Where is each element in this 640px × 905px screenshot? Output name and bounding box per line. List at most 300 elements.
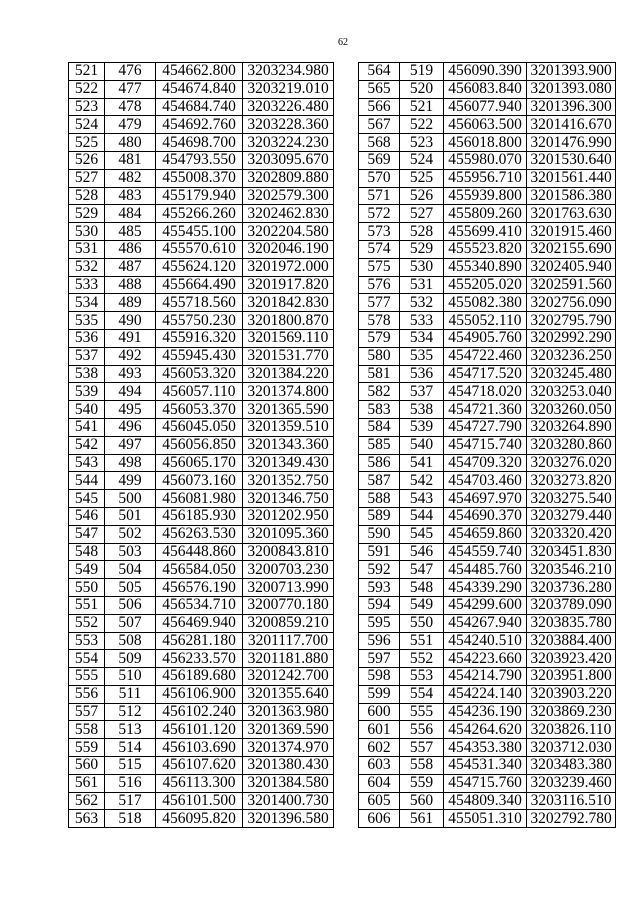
- table-row: [69, 721, 334, 739]
- table-row: [359, 774, 616, 792]
- row-number-cell: 578: [359, 312, 400, 330]
- point-number-cell: 541: [400, 454, 444, 472]
- row-number-cell: 558: [69, 721, 105, 739]
- table-row: [359, 418, 616, 436]
- y-coordinate-cell: 3203903.220: [527, 685, 616, 703]
- row-number-cell: 547: [69, 525, 105, 543]
- point-number-cell: 488: [105, 276, 156, 294]
- x-coordinate-cell: 456584.050: [156, 561, 243, 579]
- x-coordinate-cell: 456053.370: [156, 401, 243, 419]
- y-coordinate-cell: 3203116.510: [527, 792, 616, 810]
- table-row: [69, 507, 334, 525]
- point-number-cell: 549: [400, 596, 444, 614]
- table-row: [359, 721, 616, 739]
- row-number-cell: 579: [359, 329, 400, 347]
- x-coordinate-cell: 454214.790: [444, 668, 527, 686]
- row-number-cell: 549: [69, 561, 105, 579]
- row-number-cell: 590: [359, 525, 400, 543]
- table-row: [359, 472, 616, 490]
- x-coordinate-cell: 455718.560: [156, 294, 243, 312]
- table-row: [359, 187, 616, 205]
- point-number-cell: 534: [400, 329, 444, 347]
- y-coordinate-cell: 3201400.730: [243, 792, 334, 810]
- row-number-cell: 535: [69, 312, 105, 330]
- table-row: [69, 169, 334, 187]
- x-coordinate-cell: 456083.840: [444, 80, 527, 98]
- table-row: [359, 294, 616, 312]
- row-number-cell: 521: [69, 63, 105, 81]
- coordinates-table-right: [358, 62, 616, 828]
- x-coordinate-cell: 454692.760: [156, 116, 243, 134]
- x-coordinate-cell: 455179.940: [156, 187, 243, 205]
- x-coordinate-cell: 455939.800: [444, 187, 527, 205]
- x-coordinate-cell: 456281.180: [156, 632, 243, 650]
- x-coordinate-cell: 454690.370: [444, 507, 527, 525]
- x-coordinate-cell: 456090.390: [444, 63, 527, 81]
- point-number-cell: 529: [400, 240, 444, 258]
- x-coordinate-cell: 456063.500: [444, 116, 527, 134]
- table-row: [69, 365, 334, 383]
- table-row: [69, 703, 334, 721]
- x-coordinate-cell: 454722.460: [444, 347, 527, 365]
- row-number-cell: 573: [359, 223, 400, 241]
- x-coordinate-cell: 454703.460: [444, 472, 527, 490]
- row-number-cell: 569: [359, 151, 400, 169]
- row-number-cell: 587: [359, 472, 400, 490]
- x-coordinate-cell: 456101.500: [156, 792, 243, 810]
- point-number-cell: 514: [105, 739, 156, 757]
- table-row: [69, 650, 334, 668]
- point-number-cell: 487: [105, 258, 156, 276]
- row-number-cell: 543: [69, 454, 105, 472]
- y-coordinate-cell: 3203546.210: [527, 561, 616, 579]
- point-number-cell: 499: [105, 472, 156, 490]
- row-number-cell: 566: [359, 98, 400, 116]
- table-row: [359, 151, 616, 169]
- row-number-cell: 537: [69, 347, 105, 365]
- x-coordinate-cell: 454715.760: [444, 774, 527, 792]
- y-coordinate-cell: 3201586.380: [527, 187, 616, 205]
- y-coordinate-cell: 3203264.890: [527, 418, 616, 436]
- table-row: [359, 685, 616, 703]
- x-coordinate-cell: 455980.070: [444, 151, 527, 169]
- point-number-cell: 536: [400, 365, 444, 383]
- y-coordinate-cell: 3203951.800: [527, 668, 616, 686]
- point-number-cell: 484: [105, 205, 156, 223]
- point-number-cell: 476: [105, 63, 156, 81]
- y-coordinate-cell: 3201365.590: [243, 401, 334, 419]
- y-coordinate-cell: 3201393.080: [527, 80, 616, 98]
- y-coordinate-cell: 3203276.020: [527, 454, 616, 472]
- table-row: [359, 614, 616, 632]
- x-coordinate-cell: 454793.550: [156, 151, 243, 169]
- row-number-cell: 596: [359, 632, 400, 650]
- table-row: [69, 810, 334, 828]
- table-row: [69, 739, 334, 757]
- x-coordinate-cell: 455570.610: [156, 240, 243, 258]
- x-coordinate-cell: 456106.900: [156, 685, 243, 703]
- point-number-cell: 490: [105, 312, 156, 330]
- y-coordinate-cell: 3203320.420: [527, 525, 616, 543]
- table-row: [69, 757, 334, 775]
- x-coordinate-cell: 454267.940: [444, 614, 527, 632]
- y-coordinate-cell: 3201352.750: [243, 472, 334, 490]
- x-coordinate-cell: 455340.890: [444, 258, 527, 276]
- row-number-cell: 598: [359, 668, 400, 686]
- table-row: [359, 757, 616, 775]
- y-coordinate-cell: 3202591.560: [527, 276, 616, 294]
- y-coordinate-cell: 3203095.670: [243, 151, 334, 169]
- point-number-cell: 494: [105, 383, 156, 401]
- point-number-cell: 479: [105, 116, 156, 134]
- point-number-cell: 508: [105, 632, 156, 650]
- point-number-cell: 505: [105, 579, 156, 597]
- table-row: [359, 632, 616, 650]
- point-number-cell: 493: [105, 365, 156, 383]
- point-number-cell: 558: [400, 757, 444, 775]
- table-row: [359, 383, 616, 401]
- point-number-cell: 491: [105, 329, 156, 347]
- row-number-cell: 563: [69, 810, 105, 828]
- x-coordinate-cell: 455664.490: [156, 276, 243, 294]
- row-number-cell: 562: [69, 792, 105, 810]
- point-number-cell: 500: [105, 490, 156, 508]
- y-coordinate-cell: 3202462.830: [243, 205, 334, 223]
- point-number-cell: 503: [105, 543, 156, 561]
- point-number-cell: 538: [400, 401, 444, 419]
- x-coordinate-cell: 455750.230: [156, 312, 243, 330]
- y-coordinate-cell: 3201396.300: [527, 98, 616, 116]
- point-number-cell: 501: [105, 507, 156, 525]
- y-coordinate-cell: 3201396.580: [243, 810, 334, 828]
- x-coordinate-cell: 454697.970: [444, 490, 527, 508]
- row-number-cell: 584: [359, 418, 400, 436]
- y-coordinate-cell: 3202155.690: [527, 240, 616, 258]
- table-row: [359, 596, 616, 614]
- table-row: [69, 525, 334, 543]
- point-number-cell: 531: [400, 276, 444, 294]
- y-coordinate-cell: 3201374.800: [243, 383, 334, 401]
- x-coordinate-cell: 456081.980: [156, 490, 243, 508]
- x-coordinate-cell: 456534.710: [156, 596, 243, 614]
- table-row: [69, 205, 334, 223]
- y-coordinate-cell: 3203923.420: [527, 650, 616, 668]
- point-number-cell: 522: [400, 116, 444, 134]
- row-number-cell: 564: [359, 63, 400, 81]
- y-coordinate-cell: 3201972.000: [243, 258, 334, 276]
- row-number-cell: 525: [69, 134, 105, 152]
- y-coordinate-cell: 3203228.360: [243, 116, 334, 134]
- point-number-cell: 507: [105, 614, 156, 632]
- table-row: [359, 80, 616, 98]
- row-number-cell: 560: [69, 757, 105, 775]
- point-number-cell: 552: [400, 650, 444, 668]
- table-row: [69, 490, 334, 508]
- y-coordinate-cell: 3201359.510: [243, 418, 334, 436]
- point-number-cell: 524: [400, 151, 444, 169]
- y-coordinate-cell: 3201842.830: [243, 294, 334, 312]
- point-number-cell: 480: [105, 134, 156, 152]
- y-coordinate-cell: 3203226.480: [243, 98, 334, 116]
- row-number-cell: 588: [359, 490, 400, 508]
- x-coordinate-cell: 456065.170: [156, 454, 243, 472]
- x-coordinate-cell: 456018.800: [444, 134, 527, 152]
- x-coordinate-cell: 454809.340: [444, 792, 527, 810]
- x-coordinate-cell: 454698.700: [156, 134, 243, 152]
- row-number-cell: 593: [359, 579, 400, 597]
- x-coordinate-cell: 456576.190: [156, 579, 243, 597]
- y-coordinate-cell: 3201476.990: [527, 134, 616, 152]
- point-number-cell: 547: [400, 561, 444, 579]
- y-coordinate-cell: 3201380.430: [243, 757, 334, 775]
- y-coordinate-cell: 3202992.290: [527, 329, 616, 347]
- row-number-cell: 551: [69, 596, 105, 614]
- y-coordinate-cell: 3201181.880: [243, 650, 334, 668]
- y-coordinate-cell: 3201355.640: [243, 685, 334, 703]
- row-number-cell: 581: [359, 365, 400, 383]
- x-coordinate-cell: 455916.320: [156, 329, 243, 347]
- table-row: [69, 329, 334, 347]
- point-number-cell: 553: [400, 668, 444, 686]
- table-row: [69, 579, 334, 597]
- point-number-cell: 477: [105, 80, 156, 98]
- x-coordinate-cell: 455266.260: [156, 205, 243, 223]
- point-number-cell: 517: [105, 792, 156, 810]
- point-number-cell: 498: [105, 454, 156, 472]
- row-number-cell: 603: [359, 757, 400, 775]
- row-number-cell: 592: [359, 561, 400, 579]
- y-coordinate-cell: 3201095.360: [243, 525, 334, 543]
- table-row: [359, 792, 616, 810]
- x-coordinate-cell: 454684.740: [156, 98, 243, 116]
- point-number-cell: 496: [105, 418, 156, 436]
- table-row: [69, 596, 334, 614]
- point-number-cell: 557: [400, 739, 444, 757]
- x-coordinate-cell: 455008.370: [156, 169, 243, 187]
- table-row: [359, 454, 616, 472]
- y-coordinate-cell: 3201384.220: [243, 365, 334, 383]
- x-coordinate-cell: 456101.120: [156, 721, 243, 739]
- table-row: [359, 650, 616, 668]
- table-row: [69, 151, 334, 169]
- x-coordinate-cell: 456057.110: [156, 383, 243, 401]
- table-row: [69, 312, 334, 330]
- point-number-cell: 559: [400, 774, 444, 792]
- point-number-cell: 526: [400, 187, 444, 205]
- x-coordinate-cell: 455945.430: [156, 347, 243, 365]
- y-coordinate-cell: 3201531.770: [243, 347, 334, 365]
- y-coordinate-cell: 3203219.010: [243, 80, 334, 98]
- table-row: [69, 116, 334, 134]
- table-row: [359, 98, 616, 116]
- y-coordinate-cell: 3203451.830: [527, 543, 616, 561]
- row-number-cell: 536: [69, 329, 105, 347]
- point-number-cell: 495: [105, 401, 156, 419]
- row-number-cell: 602: [359, 739, 400, 757]
- point-number-cell: 511: [105, 685, 156, 703]
- point-number-cell: 537: [400, 383, 444, 401]
- table-row: [359, 543, 616, 561]
- row-number-cell: 541: [69, 418, 105, 436]
- y-coordinate-cell: 3203736.280: [527, 579, 616, 597]
- row-number-cell: 577: [359, 294, 400, 312]
- row-number-cell: 591: [359, 543, 400, 561]
- row-number-cell: 548: [69, 543, 105, 561]
- table-row: [69, 454, 334, 472]
- x-coordinate-cell: 456077.940: [444, 98, 527, 116]
- point-number-cell: 544: [400, 507, 444, 525]
- x-coordinate-cell: 454224.140: [444, 685, 527, 703]
- point-number-cell: 528: [400, 223, 444, 241]
- x-coordinate-cell: 455052.110: [444, 312, 527, 330]
- x-coordinate-cell: 454339.290: [444, 579, 527, 597]
- y-coordinate-cell: 3202405.940: [527, 258, 616, 276]
- point-number-cell: 483: [105, 187, 156, 205]
- x-coordinate-cell: 456053.320: [156, 365, 243, 383]
- x-coordinate-cell: 454299.600: [444, 596, 527, 614]
- y-coordinate-cell: 3203279.440: [527, 507, 616, 525]
- table-row: [359, 739, 616, 757]
- y-coordinate-cell: 3203483.380: [527, 757, 616, 775]
- table-row: [359, 258, 616, 276]
- x-coordinate-cell: 454236.190: [444, 703, 527, 721]
- y-coordinate-cell: 3203234.980: [243, 63, 334, 81]
- x-coordinate-cell: 454353.380: [444, 739, 527, 757]
- row-number-cell: 606: [359, 810, 400, 828]
- row-number-cell: 594: [359, 596, 400, 614]
- y-coordinate-cell: 3203253.040: [527, 383, 616, 401]
- y-coordinate-cell: 3203245.480: [527, 365, 616, 383]
- x-coordinate-cell: 454264.620: [444, 721, 527, 739]
- row-number-cell: 571: [359, 187, 400, 205]
- x-coordinate-cell: 456263.530: [156, 525, 243, 543]
- table-row: [69, 401, 334, 419]
- table-row: [359, 579, 616, 597]
- row-number-cell: 565: [359, 80, 400, 98]
- table-row: [359, 312, 616, 330]
- row-number-cell: 532: [69, 258, 105, 276]
- point-number-cell: 548: [400, 579, 444, 597]
- table-row: [69, 792, 334, 810]
- row-number-cell: 574: [359, 240, 400, 258]
- table-row: [359, 205, 616, 223]
- x-coordinate-cell: 456448.860: [156, 543, 243, 561]
- point-number-cell: 516: [105, 774, 156, 792]
- table-row: [359, 703, 616, 721]
- table-row: [359, 525, 616, 543]
- y-coordinate-cell: 3201117.700: [243, 632, 334, 650]
- point-number-cell: 509: [105, 650, 156, 668]
- row-number-cell: 567: [359, 116, 400, 134]
- table-row: [359, 347, 616, 365]
- page-number: 62: [338, 37, 348, 48]
- point-number-cell: 513: [105, 721, 156, 739]
- x-coordinate-cell: 454715.740: [444, 436, 527, 454]
- x-coordinate-cell: 454240.510: [444, 632, 527, 650]
- row-number-cell: 575: [359, 258, 400, 276]
- x-coordinate-cell: 454485.760: [444, 561, 527, 579]
- y-coordinate-cell: 3203835.780: [527, 614, 616, 632]
- row-number-cell: 605: [359, 792, 400, 810]
- row-number-cell: 599: [359, 685, 400, 703]
- row-number-cell: 524: [69, 116, 105, 134]
- row-number-cell: 580: [359, 347, 400, 365]
- y-coordinate-cell: 3201763.630: [527, 205, 616, 223]
- x-coordinate-cell: 454531.340: [444, 757, 527, 775]
- row-number-cell: 585: [359, 436, 400, 454]
- y-coordinate-cell: 3200703.230: [243, 561, 334, 579]
- y-coordinate-cell: 3201393.900: [527, 63, 616, 81]
- point-number-cell: 502: [105, 525, 156, 543]
- table-row: [359, 134, 616, 152]
- coordinates-table-body: [69, 63, 334, 828]
- point-number-cell: 519: [400, 63, 444, 81]
- coordinates-table-body: [359, 63, 616, 828]
- point-number-cell: 551: [400, 632, 444, 650]
- point-number-cell: 555: [400, 703, 444, 721]
- x-coordinate-cell: 455523.820: [444, 240, 527, 258]
- table-row: [69, 187, 334, 205]
- table-row: [359, 810, 616, 828]
- row-number-cell: 557: [69, 703, 105, 721]
- table-row: [359, 490, 616, 508]
- row-number-cell: 539: [69, 383, 105, 401]
- y-coordinate-cell: 3201202.950: [243, 507, 334, 525]
- y-coordinate-cell: 3201349.430: [243, 454, 334, 472]
- row-number-cell: 550: [69, 579, 105, 597]
- y-coordinate-cell: 3202756.090: [527, 294, 616, 312]
- table-row: [69, 632, 334, 650]
- table-row: [69, 98, 334, 116]
- y-coordinate-cell: 3200770.180: [243, 596, 334, 614]
- table-row: [69, 614, 334, 632]
- x-coordinate-cell: 454659.860: [444, 525, 527, 543]
- row-number-cell: 570: [359, 169, 400, 187]
- x-coordinate-cell: 454223.660: [444, 650, 527, 668]
- y-coordinate-cell: 3203789.090: [527, 596, 616, 614]
- y-coordinate-cell: 3203260.050: [527, 401, 616, 419]
- y-coordinate-cell: 3203280.860: [527, 436, 616, 454]
- point-number-cell: 535: [400, 347, 444, 365]
- row-number-cell: 553: [69, 632, 105, 650]
- table-row: [359, 63, 616, 81]
- x-coordinate-cell: 456107.620: [156, 757, 243, 775]
- table-row: [69, 774, 334, 792]
- y-coordinate-cell: 3200843.810: [243, 543, 334, 561]
- table-row: [69, 347, 334, 365]
- point-number-cell: 543: [400, 490, 444, 508]
- row-number-cell: 589: [359, 507, 400, 525]
- point-number-cell: 478: [105, 98, 156, 116]
- table-row: [359, 240, 616, 258]
- table-row: [359, 169, 616, 187]
- row-number-cell: 555: [69, 668, 105, 686]
- point-number-cell: 539: [400, 418, 444, 436]
- y-coordinate-cell: 3201346.750: [243, 490, 334, 508]
- point-number-cell: 527: [400, 205, 444, 223]
- x-coordinate-cell: 455956.710: [444, 169, 527, 187]
- y-coordinate-cell: 3201363.980: [243, 703, 334, 721]
- table-row: [69, 80, 334, 98]
- row-number-cell: 572: [359, 205, 400, 223]
- point-number-cell: 550: [400, 614, 444, 632]
- row-number-cell: 527: [69, 169, 105, 187]
- row-number-cell: 595: [359, 614, 400, 632]
- point-number-cell: 525: [400, 169, 444, 187]
- y-coordinate-cell: 3201530.640: [527, 151, 616, 169]
- table-row: [359, 365, 616, 383]
- x-coordinate-cell: 456095.820: [156, 810, 243, 828]
